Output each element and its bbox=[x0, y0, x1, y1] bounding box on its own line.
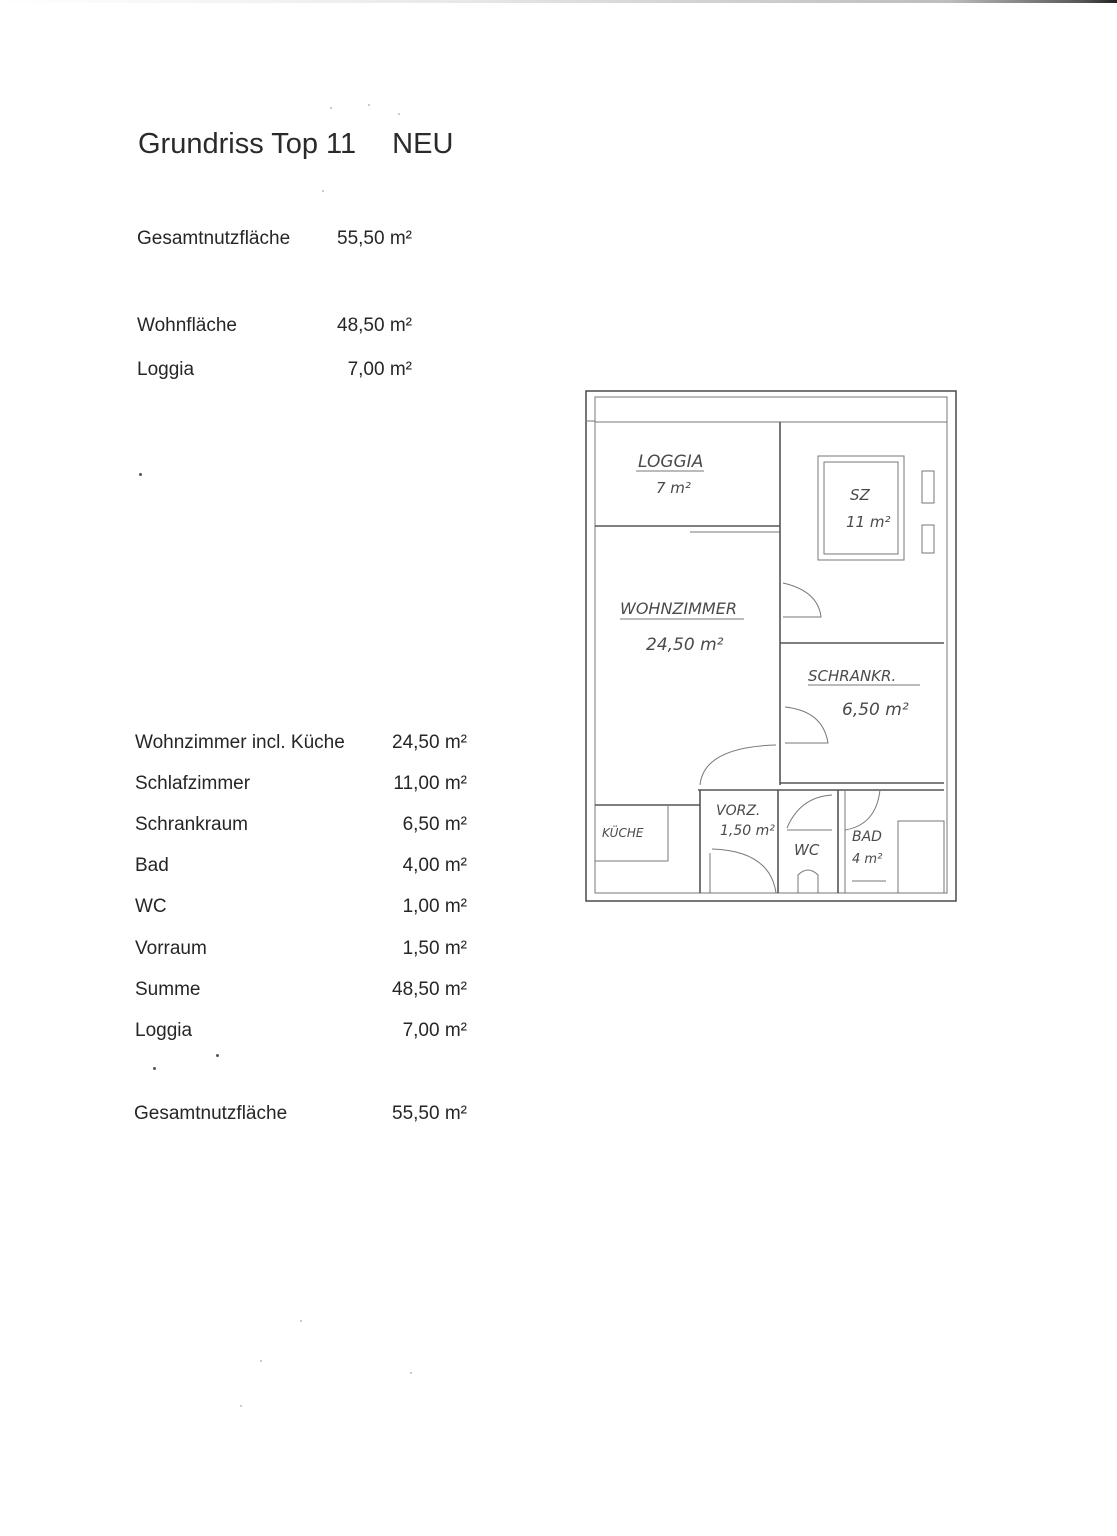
bed bbox=[818, 456, 904, 560]
door-arc-sz bbox=[783, 583, 821, 617]
room-value: 6,50 m² bbox=[402, 814, 467, 835]
plan-label-schrankraum: SCHRANKR. bbox=[808, 667, 897, 685]
scan-top-edge bbox=[0, 0, 1117, 3]
room-value: 1,00 m² bbox=[402, 896, 467, 917]
wc-toilet bbox=[798, 870, 818, 893]
plan-label-vorraum: VORZ. bbox=[716, 803, 761, 819]
plan-area-schrankraum: 6,50 m² bbox=[842, 700, 909, 720]
scan-speck bbox=[330, 107, 332, 109]
room-value: 1,50 m² bbox=[402, 938, 467, 959]
total-label: Gesamtnutzfläche bbox=[134, 1103, 288, 1124]
plan-area-vorraum: 1,50 m² bbox=[720, 823, 775, 839]
room-value: 48,50 m² bbox=[392, 979, 467, 1000]
scan-speck bbox=[260, 1360, 262, 1362]
summary-label: Loggia bbox=[137, 359, 195, 380]
door-arc-vorraum bbox=[700, 745, 776, 785]
scan-speck bbox=[398, 113, 400, 115]
plan-area-loggia: 7 m² bbox=[656, 479, 691, 497]
summary-value: 7,00 m² bbox=[347, 359, 412, 380]
scan-speck bbox=[322, 190, 324, 192]
room-label: Summe bbox=[135, 979, 201, 1000]
bathtub bbox=[898, 821, 944, 893]
bed-inner bbox=[824, 462, 898, 554]
room-label: Schlafzimmer bbox=[135, 773, 251, 794]
room-value: 24,50 m² bbox=[392, 732, 467, 753]
plan-label-sz: SZ bbox=[850, 486, 870, 504]
scan-dot bbox=[139, 473, 142, 476]
total-value: 55,50 m² bbox=[392, 1103, 467, 1124]
summary-label: Gesamtnutzfläche bbox=[137, 228, 291, 249]
nightstand bbox=[922, 471, 934, 503]
new-badge: NEU bbox=[392, 128, 454, 160]
plan-label-kueche: KÜCHE bbox=[602, 826, 644, 840]
room-label: Bad bbox=[135, 855, 169, 876]
plan-label-wc: WC bbox=[794, 841, 820, 859]
door-arc-entry bbox=[712, 849, 776, 893]
door-arc-schrankraum bbox=[785, 707, 828, 743]
floor-plan-sketch bbox=[580, 385, 960, 907]
page-title bbox=[138, 128, 453, 161]
plan-label-loggia: LOGGIA bbox=[638, 452, 704, 472]
nightstand bbox=[922, 525, 934, 553]
summary-value: 48,50 m² bbox=[337, 315, 412, 336]
room-label: Loggia bbox=[135, 1020, 193, 1041]
scan-speck bbox=[410, 1372, 412, 1374]
scan-dot bbox=[153, 1067, 156, 1070]
room-label: Schrankraum bbox=[135, 814, 248, 835]
room-label: WC bbox=[135, 896, 167, 917]
title-text: Grundriss Top 11 bbox=[138, 128, 357, 160]
scan-speck bbox=[368, 104, 370, 106]
room-value: 7,00 m² bbox=[402, 1020, 467, 1041]
summary-label: Wohnfläche bbox=[137, 315, 237, 336]
summary-value: 55,50 m² bbox=[337, 228, 412, 249]
plan-label-wohnzimmer: WOHNZIMMER bbox=[620, 599, 737, 618]
room-label: Vorraum bbox=[135, 938, 207, 959]
scan-speck bbox=[300, 1320, 302, 1322]
plan-area-wohnzimmer: 24,50 m² bbox=[646, 635, 724, 655]
room-value: 11,00 m² bbox=[393, 773, 467, 794]
room-label: Wohnzimmer incl. Küche bbox=[135, 732, 345, 753]
plan-area-sz: 11 m² bbox=[846, 513, 891, 531]
plan-label-bad: BAD bbox=[852, 829, 882, 845]
door-arc-wc bbox=[787, 795, 832, 828]
door-arc-bad bbox=[845, 790, 880, 830]
room-value: 4,00 m² bbox=[402, 855, 467, 876]
scan-speck bbox=[240, 1405, 242, 1407]
scan-dot bbox=[216, 1054, 219, 1057]
plan-area-bad: 4 m² bbox=[852, 852, 883, 867]
